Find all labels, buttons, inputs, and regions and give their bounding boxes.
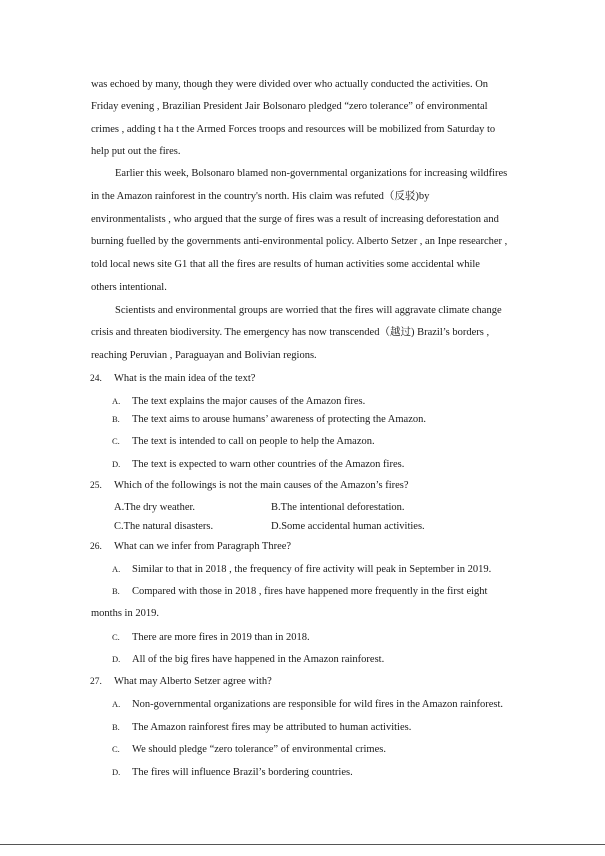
passage-line: burning fuelled by the governments anti-environmental policy. Alberto Setzer , an Inpe researcher , xyxy=(91,236,508,247)
passage-line: reaching Peruvian , Paraguayan and Bolivian regions. xyxy=(91,350,317,361)
passage-line: crisis and threaten biodiversity. The emergency has now transcended（越过) Brazil’s borders , xyxy=(91,327,490,338)
option-text: We should pledge “zero tolerance” of environmental crimes. xyxy=(132,744,386,755)
option-letter: D. xyxy=(112,767,121,777)
option-letter: A. xyxy=(112,396,121,406)
option-text: Similar to that in 2018 , the frequency of fire activity will peak in September in 2019. xyxy=(132,564,492,575)
option-text: The Amazon rainforest fires may be attributed to human activities. xyxy=(132,722,412,733)
option-text: The text aims to arouse humans’ awareness of protecting the Amazon. xyxy=(132,414,427,425)
option-b xyxy=(112,412,426,427)
passage-line: crimes , adding t ha t the Armed Forces troops and resources will be mobilized from Saturday to xyxy=(91,124,496,135)
question-text: What is the main idea of the text? xyxy=(114,373,256,384)
passage-line: Friday evening , Brazilian President Jair Bolsonaro pledged “zero tolerance” of environmental xyxy=(91,101,488,112)
question-text: What may Alberto Setzer agree with? xyxy=(114,676,272,687)
question-stem xyxy=(90,372,255,386)
option-c xyxy=(112,434,375,449)
question-number: 24. xyxy=(90,374,102,384)
option-b xyxy=(112,720,411,735)
question-number: 27. xyxy=(90,677,102,687)
option-b: B.The intentional deforestation. xyxy=(271,502,405,513)
option-text: Non-governmental organizations are responsible for wild fires in the Amazon rainforest. xyxy=(132,699,503,710)
passage-line: told local news site G1 that all the fires are results of human activities some accidental while xyxy=(91,259,480,270)
option-text: The text is expected to warn other countries of the Amazon fires. xyxy=(132,459,405,470)
option-text: All of the big fires have happened in the Amazon rainforest. xyxy=(132,654,385,665)
option-d: D.Some accidental human activities. xyxy=(271,521,425,532)
option-b-continuation: months in 2019. xyxy=(91,608,159,619)
question-stem xyxy=(90,479,409,493)
passage-line: others intentional. xyxy=(91,282,167,293)
passage-line: Scientists and environmental groups are worried that the fires will aggravate climate change xyxy=(115,305,502,316)
option-letter: B. xyxy=(112,414,120,424)
option-text: The text is intended to call on people to help the Amazon. xyxy=(132,436,375,447)
option-a xyxy=(112,697,503,712)
option-letter: A. xyxy=(112,564,121,574)
option-letter: D. xyxy=(112,459,121,469)
option-a: A.The dry weather. xyxy=(114,502,196,513)
question-number: 25. xyxy=(90,481,102,491)
passage-line: help put out the fires. xyxy=(91,146,181,157)
question-stem xyxy=(90,675,272,689)
question-text: What can we infer from Paragraph Three? xyxy=(114,541,292,552)
option-letter: D. xyxy=(112,654,121,664)
option-c xyxy=(112,742,386,757)
option-a xyxy=(112,562,491,577)
option-text: Compared with those in 2018 , fires have happened more frequently in the first eight xyxy=(132,586,488,597)
option-d xyxy=(112,765,353,780)
option-c xyxy=(112,630,310,645)
option-b xyxy=(112,584,487,599)
option-text: The fires will influence Brazil’s bordering countries. xyxy=(132,767,353,778)
option-d xyxy=(112,457,404,472)
passage-line: Earlier this week, Bolsonaro blamed non-governmental organizations for increasing wildfires xyxy=(115,168,508,179)
passage-line: environmentalists , who argued that the surge of fires was a result of increasing deforestation and xyxy=(91,214,499,225)
option-letter: B. xyxy=(112,586,120,596)
option-a xyxy=(112,394,365,409)
bottom-divider xyxy=(0,844,605,845)
question-text: Which of the followings is not the main causes of the Amazon’s fires? xyxy=(114,480,409,491)
option-letter: C. xyxy=(112,632,120,642)
option-letter: C. xyxy=(112,744,120,754)
option-d xyxy=(112,652,384,667)
option-text: The text explains the major causes of the Amazon fires. xyxy=(132,396,366,407)
option-letter: C. xyxy=(112,436,120,446)
passage-line: was echoed by many, though they were divided over who actually conducted the activities. On xyxy=(91,79,489,90)
question-stem xyxy=(90,540,291,554)
option-text: There are more fires in 2019 than in 2018. xyxy=(132,632,310,643)
option-letter: A. xyxy=(112,699,121,709)
passage-line: in the Amazon rainforest in the country's north. His claim was refuted（反驳)by xyxy=(91,191,430,202)
question-number: 26. xyxy=(90,542,102,552)
option-c: C.The natural disasters. xyxy=(114,521,214,532)
option-letter: B. xyxy=(112,722,120,732)
